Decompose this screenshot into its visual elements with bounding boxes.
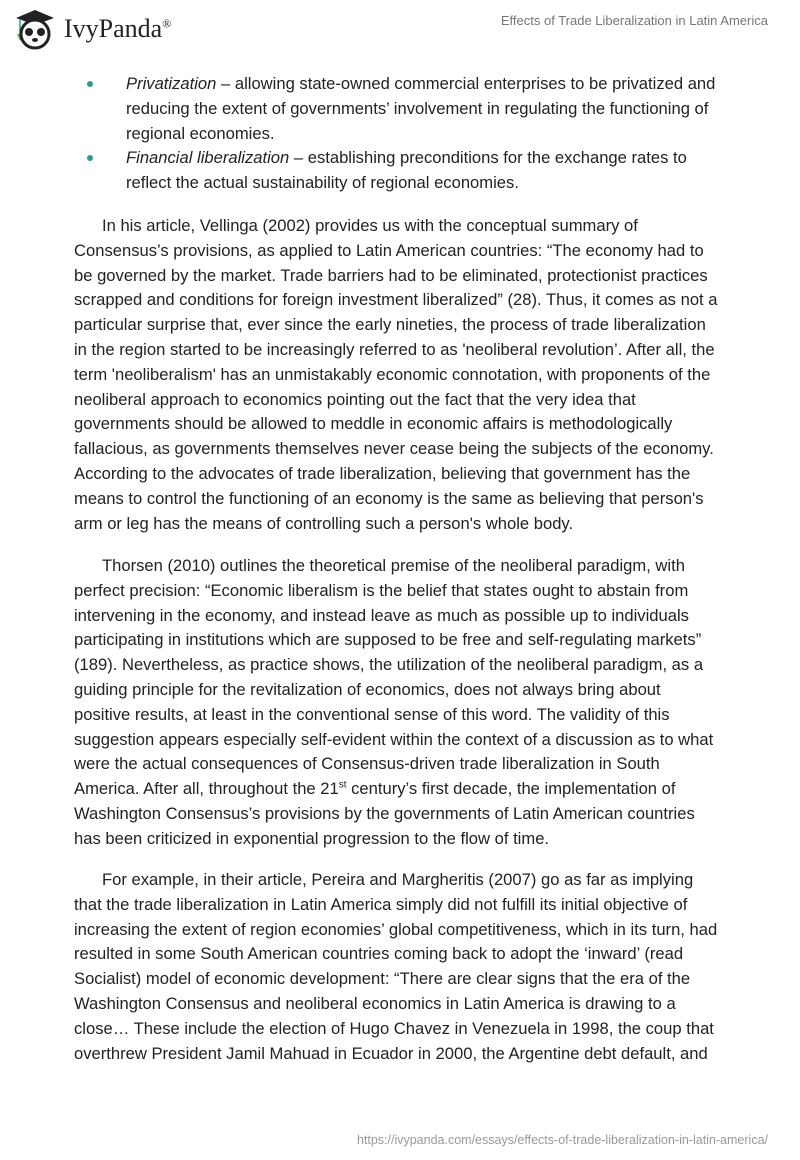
bullet-item (0, 72, 715, 146)
text-line: participating in institutions which are supposed to be free and self-regulating markets” (74, 630, 702, 650)
text-line: close… These include the election of Hugo Chavez in Venezuela in 1998, the coup that (74, 1018, 714, 1038)
text-line: were the actual consequences of Consensus-driven trade liberalization in South (74, 754, 660, 774)
footer-url[interactable]: https://ivypanda.com/essays/effects-of-trade-liberalization-in-latin-america/ (356, 1133, 768, 1147)
text-line: has been criticized in exponential progression to the flow of time. (74, 828, 550, 848)
text-line: governments should be allowed to meddle in economic affairs is methodologically (74, 414, 673, 434)
text-line: Washington Consensus and neoliberal economics in Latin America is drawing to a (74, 993, 676, 1013)
paragraph-2 (74, 554, 713, 852)
line-text: – establishing preconditions for the exchange rates to (289, 148, 687, 168)
document-title: Effects of Trade Liberalization in Latin America (500, 13, 768, 28)
paragraph-3 (74, 868, 717, 1066)
text-line: particular surprise that, ever since the early nineties, the process of trade liberalization (74, 315, 706, 335)
bullet-item (0, 146, 715, 196)
text-line: perfect precision: “Economic liberalism is the belief that states ought to abstain from (74, 580, 689, 600)
line-text: reducing the extent of governments’ involvement in regulating the functioning of (126, 98, 709, 118)
text-line: resulted in some South American countries coming back to adopt the ‘inward’ (read (74, 944, 684, 964)
text-line: (189). Nevertheless, as practice shows, the utilization of the neoliberal paradigm, as a (74, 655, 704, 675)
brand-text: IvyPanda (64, 14, 163, 43)
text-line: Washington Consensus’s provisions by the governments of Latin American countries (74, 803, 695, 823)
text-line: term 'neoliberalism' has an unmistakably economic connotation, with proponents of the (74, 364, 711, 384)
line-text: reflect the actual sustainability of regional economies. (126, 173, 519, 193)
text-line: increasing the extent of region economies’ global competitiveness, which in its turn, had (74, 919, 718, 939)
text-line: guiding principle for the revitalization of economics, does not always bring about (74, 679, 661, 699)
superscript: st (338, 779, 347, 791)
bullet-term: Privatization (126, 74, 217, 93)
text-line (126, 72, 715, 97)
text-line: intervening in the economy, and instead leave as much as possible up to individuals (74, 605, 689, 625)
text-line: that the trade liberalization in Latin America simply did not fulfill its initial objective of (74, 894, 688, 914)
text-line: Socialist) model of economic development: “There are clear signs that the era of the (74, 969, 691, 989)
panda-logo-icon (12, 8, 58, 50)
brand-name (64, 14, 171, 44)
bullet-dot-icon (87, 155, 93, 161)
registered-mark: ® (162, 16, 172, 31)
line-text: century’s first decade, the implementation of (346, 779, 676, 799)
text-line: in the region started to be increasingly referred to as 'neoliberal revolution’. After all, the (74, 339, 715, 359)
paragraph-1 (74, 214, 718, 536)
text-line: fallacious, as governments themselves never cease being the subjects of the economy. (74, 439, 714, 459)
text-line: means to control the functioning of an economy is the same as believing that person's (74, 488, 704, 508)
line-text: – allowing state-owned commercial enterprises to be privatized and (216, 74, 716, 93)
text-line (74, 777, 713, 802)
text-line: According to the advocates of trade liberalization, believing that government has the (74, 463, 691, 483)
text-line (126, 97, 715, 122)
bullet-dot-icon (87, 81, 93, 87)
text-line: For example, in their article, Pereira and Margheritis (2007) go as far as implying (102, 870, 694, 889)
bullet-term: Financial liberalization (126, 148, 290, 168)
text-line: Consensus’s provisions, as applied to Latin American countries: “The economy had to (74, 240, 704, 260)
bullet-list (0, 72, 715, 196)
line-text: regional economies. (126, 123, 275, 143)
text-line: neoliberal approach to economics pointing out the fact that the very idea that (74, 389, 636, 409)
text-line: Thorsen (2010) outlines the theoretical premise of the neoliberal paradigm, with (102, 556, 685, 575)
text-line: In his article, Vellinga (2002) provides us with the conceptual summary of (102, 216, 638, 235)
text-line: arm or leg has the means of controlling such a person's whole body. (74, 513, 574, 533)
text-line: overthrew President Jamil Mahuad in Ecuador in 2000, the Argentine debt default, and (74, 1043, 708, 1063)
ivypanda-logo[interactable] (12, 8, 171, 50)
text-line: suggestion appears especially self-evident within the context of a discussion as to what (74, 729, 714, 749)
line-text: America. After all, throughout the 21 (74, 779, 339, 799)
text-line: positive results, at least in the conventional sense of this word. The validity of this (74, 704, 670, 724)
text-line (126, 171, 715, 196)
text-line (126, 122, 715, 147)
text-line: be governed by the market. Trade barriers had to be eliminated, protectionist practices (74, 265, 708, 285)
text-line: scrapped and conditions for foreign investment liberalized” (28). Thus, it comes as not a (74, 290, 718, 310)
text-line (126, 146, 715, 171)
